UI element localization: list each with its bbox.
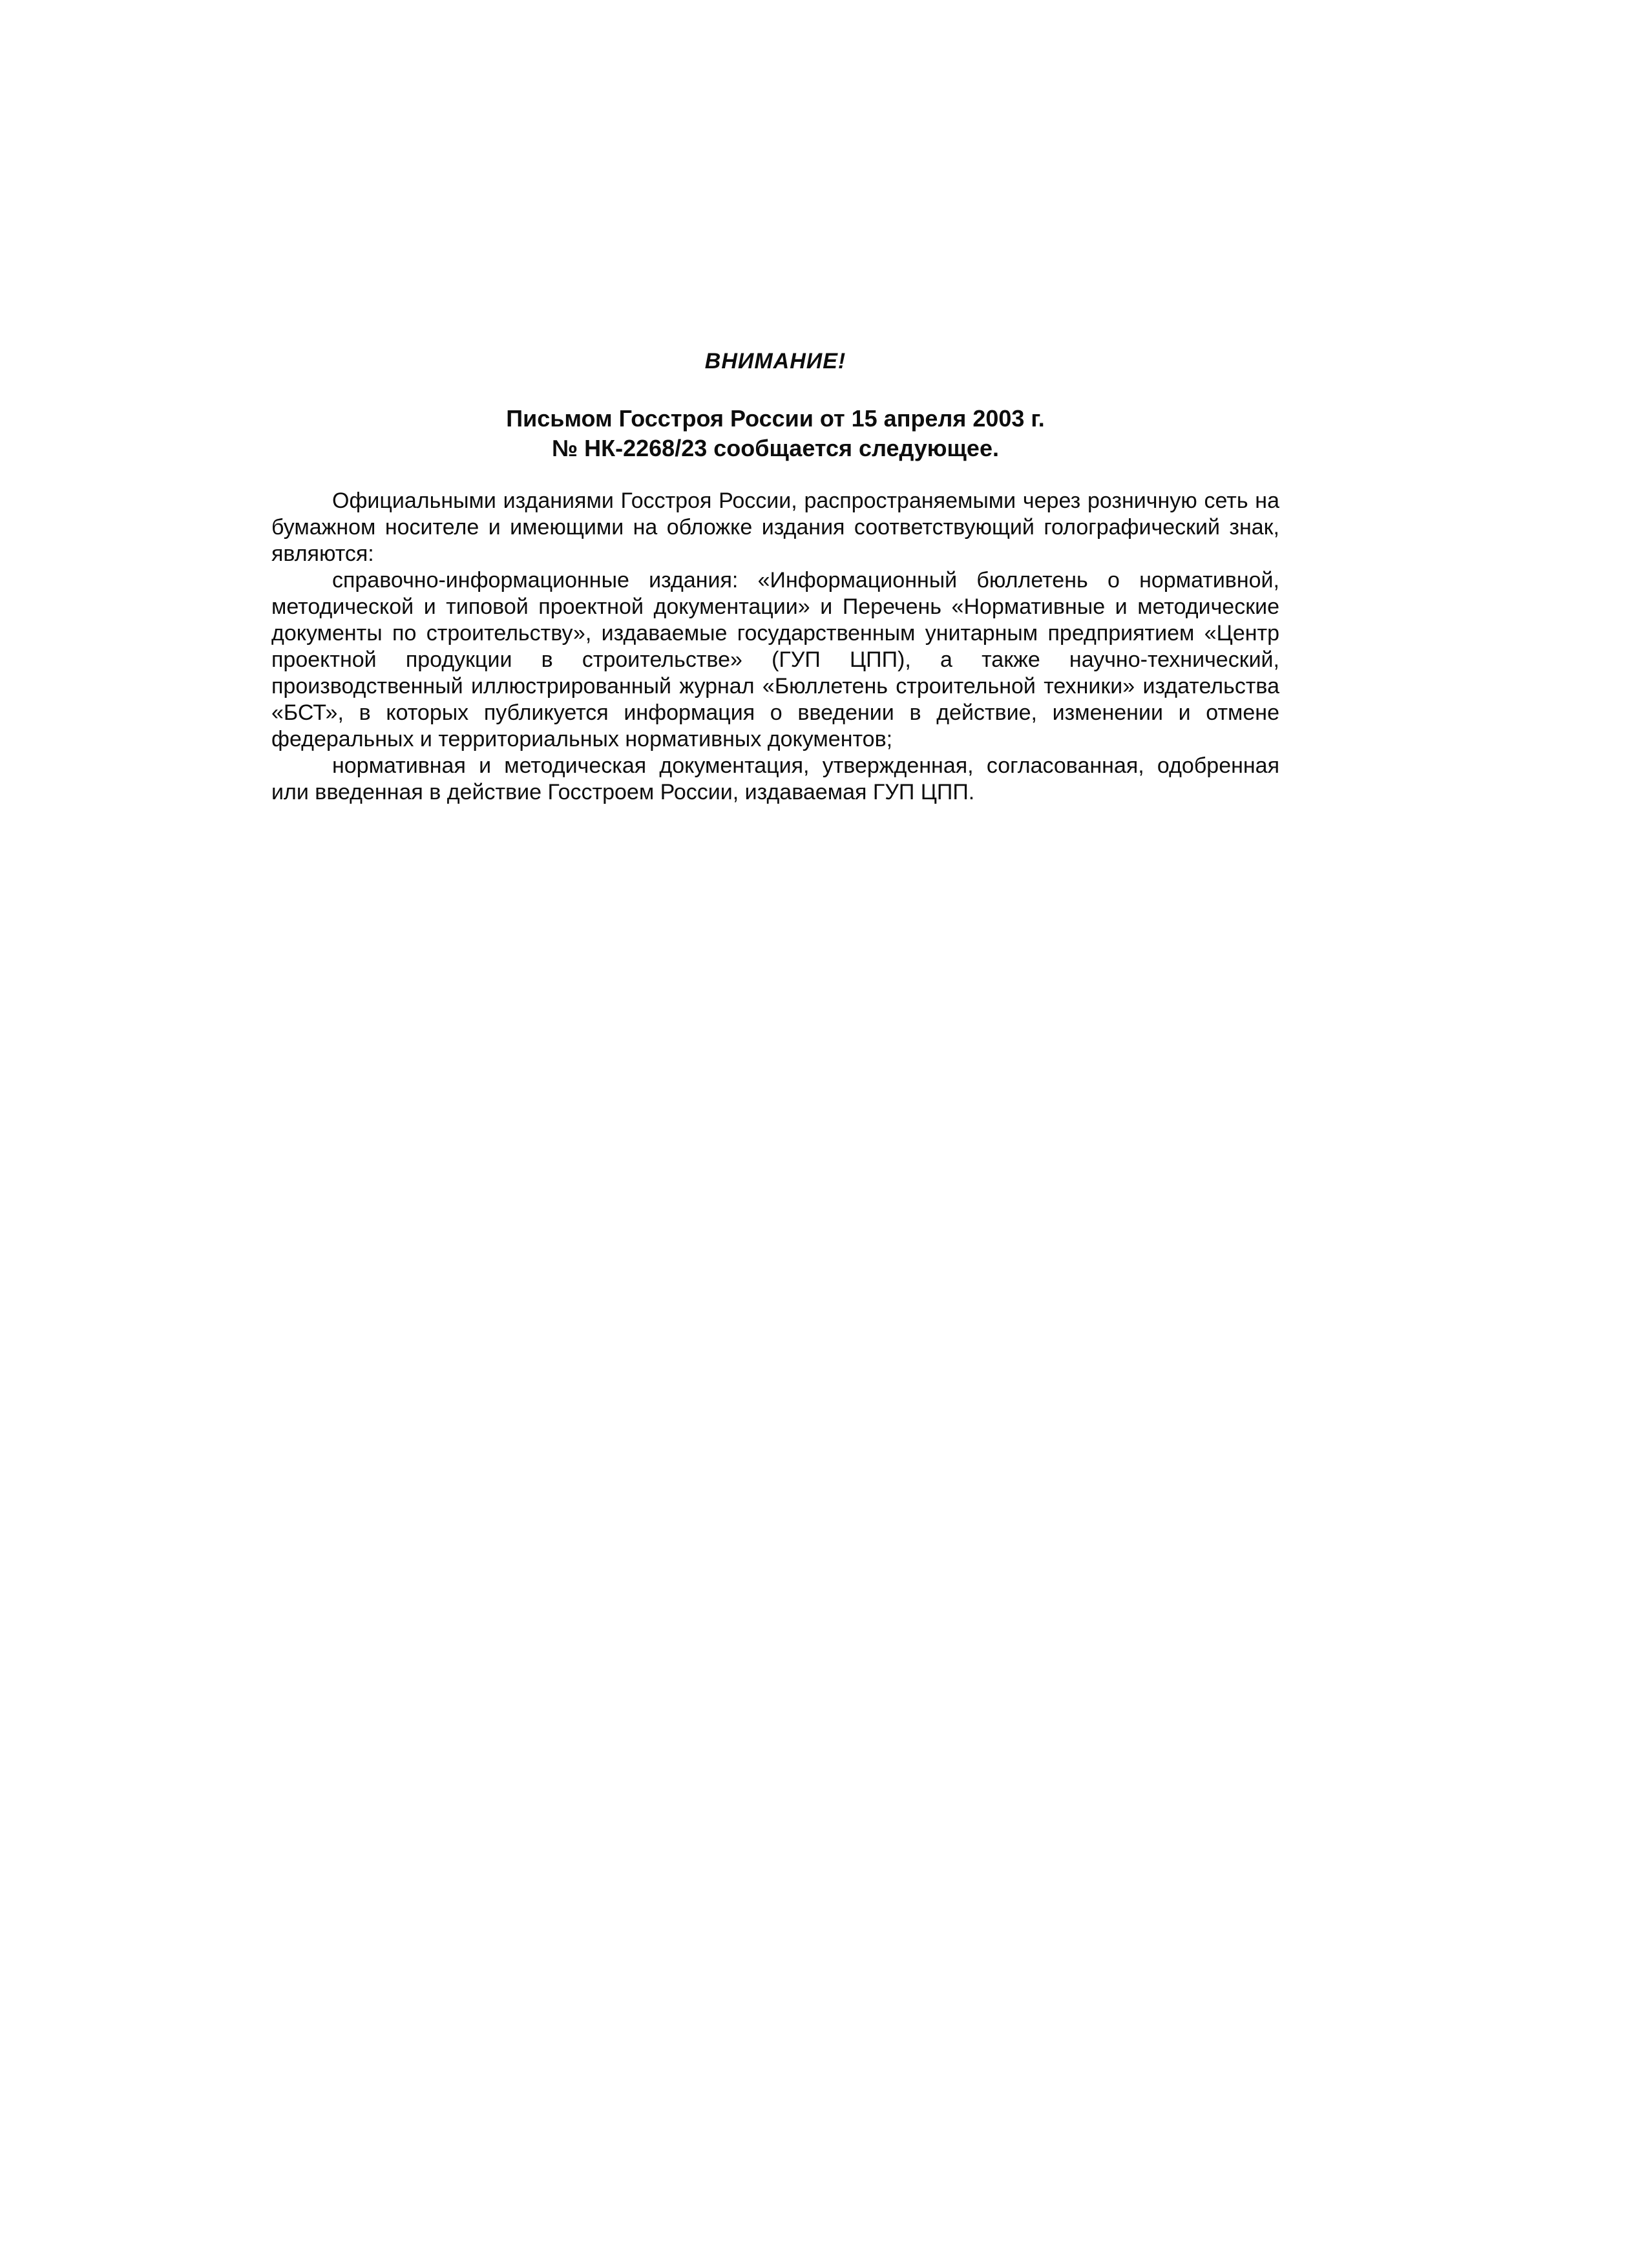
paragraph-reference-editions: справочно-информационные издания: «Информационный бюллетень о нормативной, методической и типовой проектной документации» и Перечень «Нормативные и методические документы по строительству», издаваемые государственным унитарным предприятием «Центр проектной продукции в строительстве» (ГУП ЦПП), а также научно-технический, производственный иллюстрированный журнал «Бюллетень строительной техники» издательства «БСТ», в которых публикуется информация о введении в действие, изменении и отмене федеральных и территориальных нормативных документов; bbox=[271, 568, 1279, 751]
paragraph-official-editions: Официальными изданиями Госстроя России, распространяемыми через розничную сеть на бумажном носителе и имеющими на обложке издания соответствующий голографический знак, являются: bbox=[271, 488, 1279, 566]
notice-body bbox=[271, 488, 1279, 806]
notice-block bbox=[271, 349, 1279, 806]
subject-line-2: № НК-2268/23 сообщается следующее. bbox=[552, 435, 999, 461]
paragraph-normative-documentation: нормативная и методическая документация, утвержденная, согласованная, одобренная или введенная в действие Госстроем России, издаваемая ГУП ЦПП. bbox=[271, 753, 1279, 804]
notice-heading: ВНИМАНИЕ! bbox=[704, 349, 846, 373]
subject-line-1: Письмом Госстроя России от 15 апреля 2003 г. bbox=[506, 405, 1045, 432]
notice-subject bbox=[271, 404, 1279, 463]
